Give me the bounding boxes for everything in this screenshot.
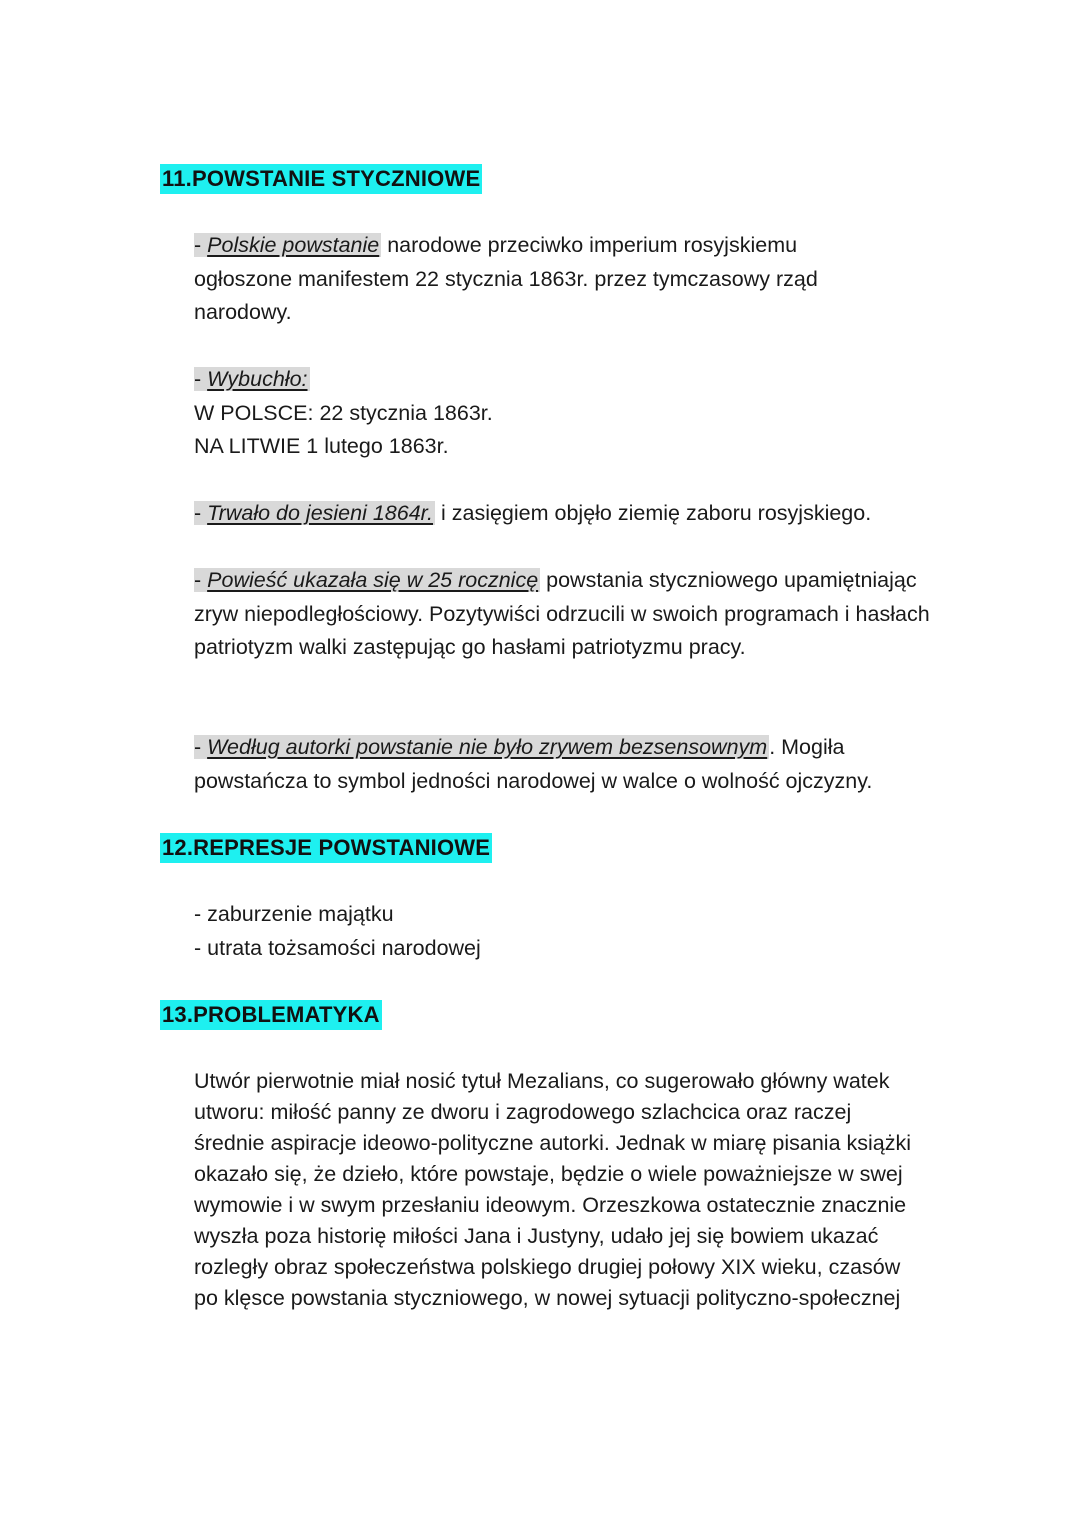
paragraph-problematyka: Utwór pierwotnie miał nosić tytuł Mezalians, co sugerowało główny watek utworu: miłość panny ze dworu i zagrodowego szlachcica oraz raczej średnie aspiracje ideowo-polityczne autorki. Jednak w miarę pisania książki okazało się, że dzieło, które powstaje, będzie o wiele poważniejsze w swej wymowie i w swym przesłaniu ideowym. Orzeszkowa ostatecznie znacznie wyszła poza historię miłości Jana i Justyny, udało jej się bowiem ukazać rozległy obraz społeczeństwa polskiego drugiej połowy XIX wieku, czasów po klęsce powstania styczniowego, w nowej sytuacji polityczno-społecznej xyxy=(194,1069,912,1310)
highlight-marker: - Wybuchło: xyxy=(194,367,308,391)
highlighted-phrase: Według autorki powstanie nie było zrywem bezsensownym xyxy=(207,735,768,759)
paragraph-text: powstania styczniowego upamiętniając zryw niepodległościowy. Pozytywiści odrzucili w swoich programach i hasłach patriotyzm walki zastępując go hasłami patriotyzmu pracy. xyxy=(194,568,930,659)
section-heading-powstanie-styczniowe: 11.POWSTANIE STYCZNIOWE xyxy=(160,164,482,194)
date-lithuania: NA LITWIE 1 lutego 1863r. xyxy=(194,434,449,458)
represje-list xyxy=(194,898,954,965)
paragraph-text: . Mogiła powstańcza to symbol jedności narodowej w walce o wolność ojczyzny. xyxy=(194,735,873,793)
paragraph-polskie-powstanie xyxy=(194,229,894,330)
section-heading-problematyka: 13.PROBLEMATYKA xyxy=(160,1000,382,1030)
highlight-marker: - Polskie powstanie xyxy=(194,233,380,257)
highlight-marker: - Powieść ukazała się w 25 rocznicę xyxy=(194,568,539,592)
highlighted-phrase: Trwało do jesieni 1864r. xyxy=(207,501,434,525)
section-heading-represje: 12.REPRESJE POWSTANIOWE xyxy=(160,833,492,863)
paragraph-text: i zasięgiem objęło ziemię zaboru rosyjskiego. xyxy=(435,501,872,525)
paragraph-wybuchlo xyxy=(194,363,954,464)
highlight-marker: - Według autorki powstanie nie było zrywem bezsensownym xyxy=(194,735,768,759)
list-item: - zaburzenie majątku xyxy=(194,902,394,926)
paragraph-powiesc xyxy=(194,564,934,665)
paragraph-text: narodowe przeciwko imperium rosyjskiemu ogłoszone manifestem 22 stycznia 1863r. przez tymczasowy rząd narodowy. xyxy=(194,233,818,324)
list-item: - utrata tożsamości narodowej xyxy=(194,935,481,960)
paragraph-trwalo xyxy=(194,497,994,531)
highlight-marker: - Trwało do jesieni 1864r. xyxy=(194,501,434,525)
paragraph-wedlug-autorki xyxy=(194,731,954,798)
highlighted-phrase: Wybuchło: xyxy=(207,367,308,391)
highlighted-phrase: Powieść ukazała się w 25 rocznicę xyxy=(207,568,539,592)
date-poland: W POLSCE: 22 stycznia 1863r. xyxy=(194,400,493,425)
highlighted-phrase: Polskie powstanie xyxy=(207,233,380,257)
